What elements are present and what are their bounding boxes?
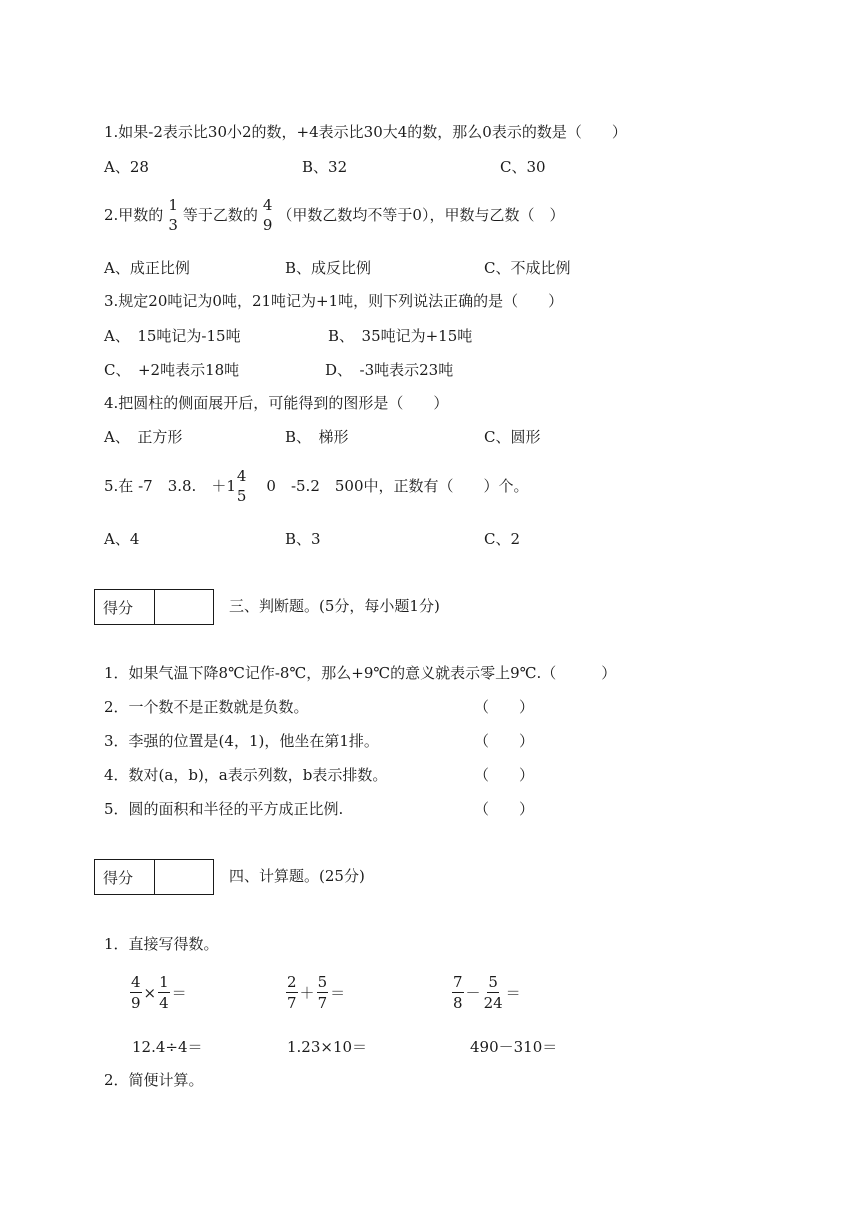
fraction-numerator: 4 <box>131 973 141 991</box>
fraction-numerator: 5 <box>317 973 328 991</box>
question-5-suffix: 0 -5.2 500中，正数有（ ）个。 <box>251 477 529 495</box>
question-4-text: 4.把圆柱的侧面展开后，可能得到的图形是（ ） <box>104 394 449 412</box>
fraction <box>317 972 329 1013</box>
question-3-option-b: B、 35吨记为+15吨 <box>328 327 473 345</box>
score-value-cell[interactable] <box>155 590 213 624</box>
fraction-numerator: 4 <box>262 196 273 214</box>
question-1-option-c: C、30 <box>500 158 546 176</box>
fraction <box>286 972 298 1013</box>
operator: ＋ <box>299 984 315 1002</box>
fraction-denominator: 3 <box>168 216 178 234</box>
fraction-denominator: 9 <box>131 994 141 1012</box>
question-3-option-d: D、 -3吨表示23吨 <box>325 361 454 379</box>
fraction-numerator: 1 <box>159 973 169 991</box>
question-3-option-a: A、 15吨记为-15吨 <box>104 327 241 345</box>
equals-sign: ＝ <box>330 984 346 1002</box>
judge-item-3: 3．李强的位置是(4，1)，他坐在第1排。 <box>104 732 379 750</box>
judge-item-4-paren[interactable]: （ ） <box>474 766 535 784</box>
question-5-option-a: A、4 <box>104 530 140 548</box>
fraction <box>452 972 464 1013</box>
question-5-text <box>104 466 529 506</box>
equals-sign: ＝ <box>171 984 187 1002</box>
mixed-number-fraction <box>236 466 248 506</box>
calc-expression-5: 1.23×10＝ <box>287 1038 368 1056</box>
question-1-text: 1.如果-2表示比30小2的数，+4表示比30大4的数，那么0表示的数是（ ） <box>104 123 627 141</box>
question-2-option-a: A、成正比例 <box>104 259 190 277</box>
calc-expression-3 <box>450 972 521 1013</box>
fraction-numerator: 2 <box>287 973 297 991</box>
equals-sign: ＝ <box>505 984 521 1002</box>
operator: × <box>143 983 157 1002</box>
fraction-numerator: 1 <box>168 196 178 214</box>
fraction <box>483 972 504 1013</box>
judge-item-5: 5．圆的面积和半径的平方成正比例. <box>104 800 344 818</box>
judge-item-4: 4．数对(a，b)，a表示列数，b表示排数。 <box>104 766 388 784</box>
fraction <box>158 972 170 1013</box>
fraction-numerator: 5 <box>488 973 498 991</box>
score-value-cell[interactable] <box>155 860 213 894</box>
fraction-denominator: 9 <box>262 216 273 234</box>
calc-expression-6: 490－310＝ <box>470 1038 558 1056</box>
question-1-option-b: B、32 <box>302 158 348 176</box>
question-2-prefix: 2.甲数的 <box>104 206 164 224</box>
question-5-option-b: B、3 <box>285 530 321 548</box>
fraction-one-third <box>167 195 179 235</box>
fraction-denominator: 8 <box>453 994 463 1012</box>
question-2-middle: 等于乙数的 <box>182 206 258 224</box>
section-3-title: 三、判断题。(5分，每小题1分) <box>229 597 440 615</box>
section-4-title: 四、计算题。(25分) <box>229 867 365 885</box>
score-label-cell: 得分 <box>95 860 155 894</box>
judge-item-3-paren[interactable]: （ ） <box>474 732 535 750</box>
score-box-section-4 <box>94 859 214 895</box>
fraction-denominator: 4 <box>159 994 169 1012</box>
fraction <box>130 972 142 1013</box>
fraction-numerator: 7 <box>453 973 463 991</box>
score-label-cell: 得分 <box>95 590 155 624</box>
calc-expression-4: 12.4÷4＝ <box>132 1038 203 1056</box>
operator: － <box>465 984 481 1002</box>
calc-subheading-1: 1．直接写得数。 <box>104 935 219 953</box>
calc-subheading-2: 2．简便计算。 <box>104 1071 204 1089</box>
question-5-prefix: 5.在 -7 3.8. ＋1 <box>104 477 236 495</box>
score-box-section-3 <box>94 589 214 625</box>
fraction-denominator: 5 <box>236 487 247 505</box>
judge-item-1: 1．如果气温下降8℃记作-8℃，那么+9℃的意义就表示零上9℃.（ ） <box>104 664 617 682</box>
fraction-four-ninths <box>262 195 274 235</box>
judge-item-2-paren[interactable]: （ ） <box>474 698 535 716</box>
question-3-text: 3.规定20吨记为0吨，21吨记为+1吨，则下列说法正确的是（ ） <box>104 292 564 310</box>
fraction-numerator: 4 <box>236 467 247 485</box>
fraction-denominator: 7 <box>317 994 328 1012</box>
calc-expression-2 <box>284 972 345 1013</box>
fraction-denominator: 24 <box>483 994 503 1012</box>
calc-expression-1 <box>128 972 187 1013</box>
question-2-text <box>104 195 564 235</box>
question-3-option-c: C、 +2吨表示18吨 <box>104 361 240 379</box>
question-4-option-a: A、 正方形 <box>104 428 183 446</box>
question-2-option-b: B、成反比例 <box>285 259 372 277</box>
question-2-suffix: （甲数乙数均不等于0），甲数与乙数（ ） <box>277 206 565 224</box>
judge-item-5-paren[interactable]: （ ） <box>474 800 535 818</box>
question-4-option-b: B、 梯形 <box>285 428 349 446</box>
fraction-denominator: 7 <box>287 994 297 1012</box>
question-1-option-a: A、28 <box>104 158 149 176</box>
question-4-option-c: C、圆形 <box>484 428 541 446</box>
question-2-option-c: C、不成比例 <box>484 259 571 277</box>
judge-item-2: 2．一个数不是正数就是负数。 <box>104 698 309 716</box>
question-5-option-c: C、2 <box>484 530 521 548</box>
